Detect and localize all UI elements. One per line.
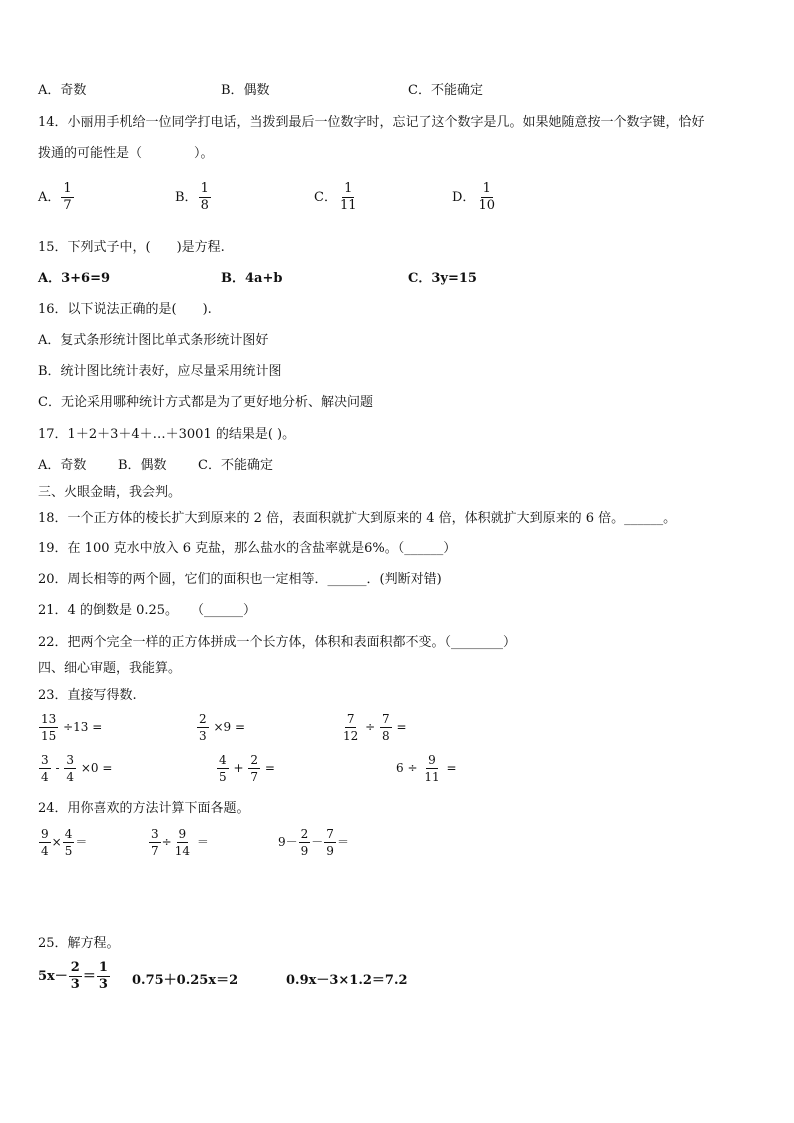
denominator: 3 xyxy=(98,977,108,992)
q23-stem: 23．直接写得数. xyxy=(38,688,137,703)
denominator: 3 xyxy=(70,977,80,992)
q25-stem: 25．解方程。 xyxy=(38,936,120,951)
denominator: 7 xyxy=(151,844,159,858)
numerator: 3 xyxy=(41,753,49,767)
expr-prefix: 9－ xyxy=(278,835,298,849)
q15-option-b[interactable]: B．4a+b xyxy=(221,271,283,286)
numerator: 4 xyxy=(64,827,73,841)
denominator: 15 xyxy=(41,729,57,743)
q14-stem-line2: 拨通的可能性是（ ）。 xyxy=(38,146,214,161)
numerator: 9 xyxy=(41,827,49,841)
numerator: 2 xyxy=(300,827,309,841)
numerator: 13 xyxy=(41,712,57,726)
q24-expr-2 xyxy=(148,827,209,858)
operator: ÷ xyxy=(365,720,376,734)
expr-prefix: 6 ÷ xyxy=(396,761,418,775)
expr-prefix: 5x－ xyxy=(38,969,68,984)
q23-expr-3 xyxy=(340,712,407,743)
numerator: 1 xyxy=(98,960,108,975)
q13-option-a[interactable]: A．奇数 xyxy=(38,83,87,98)
denominator: 4 xyxy=(41,770,49,784)
expr-tail: ×9 = xyxy=(213,720,246,734)
numerator: 9 xyxy=(178,827,187,841)
q25-equation-3: 0.9x－3×1.2＝7.2 xyxy=(286,973,408,988)
q23-expr-5 xyxy=(216,753,275,784)
numerator: 1 xyxy=(200,181,209,196)
denominator: 11 xyxy=(339,198,357,213)
numerator: 3 xyxy=(151,827,159,841)
operator: + xyxy=(233,761,244,775)
q24-expr-1 xyxy=(38,827,87,858)
q23-expr-1 xyxy=(38,712,102,743)
denominator: 12 xyxy=(343,729,359,743)
operator: ÷ xyxy=(161,835,172,849)
q14-option-d[interactable] xyxy=(452,182,498,213)
denominator: 7 xyxy=(250,770,258,784)
numerator: 7 xyxy=(326,827,334,841)
q18-stem: 18．一个正方体的棱长扩大到原来的 2 倍，表面积就扩大到原来的 4 倍，体积就扩大到原来的 6 倍。______。 xyxy=(38,511,677,526)
numerator: 4 xyxy=(219,753,227,767)
section-3-heading: 三、火眼金睛，我会判。 xyxy=(38,485,182,500)
expr-tail: ÷13 = xyxy=(63,720,103,734)
q14-option-a[interactable] xyxy=(38,182,75,213)
denominator: 3 xyxy=(199,729,207,743)
denominator: 8 xyxy=(200,198,209,213)
q24-stem: 24．用你喜欢的方法计算下面各题。 xyxy=(38,801,250,816)
q15-option-c[interactable]: C．3y=15 xyxy=(408,271,477,286)
denominator: 11 xyxy=(424,770,440,784)
q23-expr-6 xyxy=(396,753,457,784)
numerator: 2 xyxy=(199,712,207,726)
denominator: 7 xyxy=(63,198,72,213)
expr-tail: = xyxy=(264,761,275,775)
denominator: 4 xyxy=(66,770,74,784)
numerator: 2 xyxy=(70,960,80,975)
q17-stem: 17．1＋2＋3＋4＋…＋3001 的结果是( )。 xyxy=(38,427,296,442)
q15-option-a[interactable]: A．3+6=9 xyxy=(38,271,111,286)
q17-option-c[interactable]: C．不能确定 xyxy=(198,458,273,473)
q16-stem: 16．以下说法正确的是( ). xyxy=(38,302,212,317)
numerator: 2 xyxy=(250,753,258,767)
q13-option-c[interactable]: C．不能确定 xyxy=(408,83,483,98)
option-label: C． xyxy=(314,190,337,205)
q17-option-a[interactable]: A．奇数 xyxy=(38,458,87,473)
numerator: 7 xyxy=(346,712,355,726)
denominator: 10 xyxy=(478,198,495,213)
q16-option-b[interactable]: B．统计图比统计表好，应尽量采用统计图 xyxy=(38,364,282,379)
operator: - xyxy=(55,761,60,775)
expr-tail: ＝ xyxy=(336,835,349,849)
q22-stem: 22．把两个完全一样的正方体拼成一个长方体，体积和表面积都不变。（________） xyxy=(38,635,517,650)
numerator: 1 xyxy=(482,181,491,196)
numerator: 7 xyxy=(382,712,390,726)
q16-option-c[interactable]: C．无论采用哪种统计方式都是为了更好地分析、解决问题 xyxy=(38,395,373,410)
q14-option-b[interactable] xyxy=(175,182,212,213)
expr-tail: ＝ xyxy=(196,835,209,849)
q19-stem: 19．在 100 克水中放入 6 克盐，那么盐水的含盐率就是6%。（______） xyxy=(38,541,457,556)
option-label: D． xyxy=(452,190,476,205)
denominator: 5 xyxy=(219,770,227,784)
q13-option-b[interactable]: B．偶数 xyxy=(221,83,270,98)
operator: ＝ xyxy=(82,969,96,984)
q21-stem: 21．4 的倒数是 0.25。 （______） xyxy=(38,603,257,618)
expr-tail: ＝ xyxy=(75,835,88,849)
q14-option-c[interactable] xyxy=(314,182,360,213)
denominator: 4 xyxy=(41,844,49,858)
denominator: 9 xyxy=(300,844,309,858)
q23-expr-2 xyxy=(196,712,245,743)
section-4-heading: 四、细心审题，我能算。 xyxy=(38,661,182,676)
numerator: 9 xyxy=(428,753,436,767)
numerator: 3 xyxy=(66,753,74,767)
q16-option-a[interactable]: A．复式条形统计图比单式条形统计图好 xyxy=(38,333,269,348)
operator: － xyxy=(311,835,324,849)
q24-expr-3 xyxy=(278,827,349,858)
q14-stem-line1: 14．小丽用手机给一位同学打电话，当拨到最后一位数字时，忘记了这个数字是几。如果她随意按一个数字键，恰好 xyxy=(38,115,705,130)
expr-tail: = xyxy=(396,720,407,734)
q17-option-b[interactable]: B．偶数 xyxy=(118,458,167,473)
expr-tail: = xyxy=(446,761,457,775)
q25-equation-1 xyxy=(38,961,111,992)
q23-expr-4 xyxy=(38,753,112,784)
denominator: 9 xyxy=(326,844,334,858)
q20-stem: 20．周长相等的两个圆，它们的面积也一定相等．______．(判断对错) xyxy=(38,572,442,587)
denominator: 8 xyxy=(382,729,390,743)
q25-equation-2: 0.75＋0.25x＝2 xyxy=(132,973,239,988)
operator: × xyxy=(51,835,62,849)
q15-stem: 15．下列式子中，( )是方程. xyxy=(38,240,225,255)
option-label: B． xyxy=(175,190,198,205)
denominator: 14 xyxy=(174,844,190,858)
numerator: 1 xyxy=(344,181,353,196)
option-label: A． xyxy=(38,190,61,205)
expr-tail: ×0 = xyxy=(80,761,113,775)
numerator: 1 xyxy=(63,181,72,196)
denominator: 5 xyxy=(64,844,73,858)
